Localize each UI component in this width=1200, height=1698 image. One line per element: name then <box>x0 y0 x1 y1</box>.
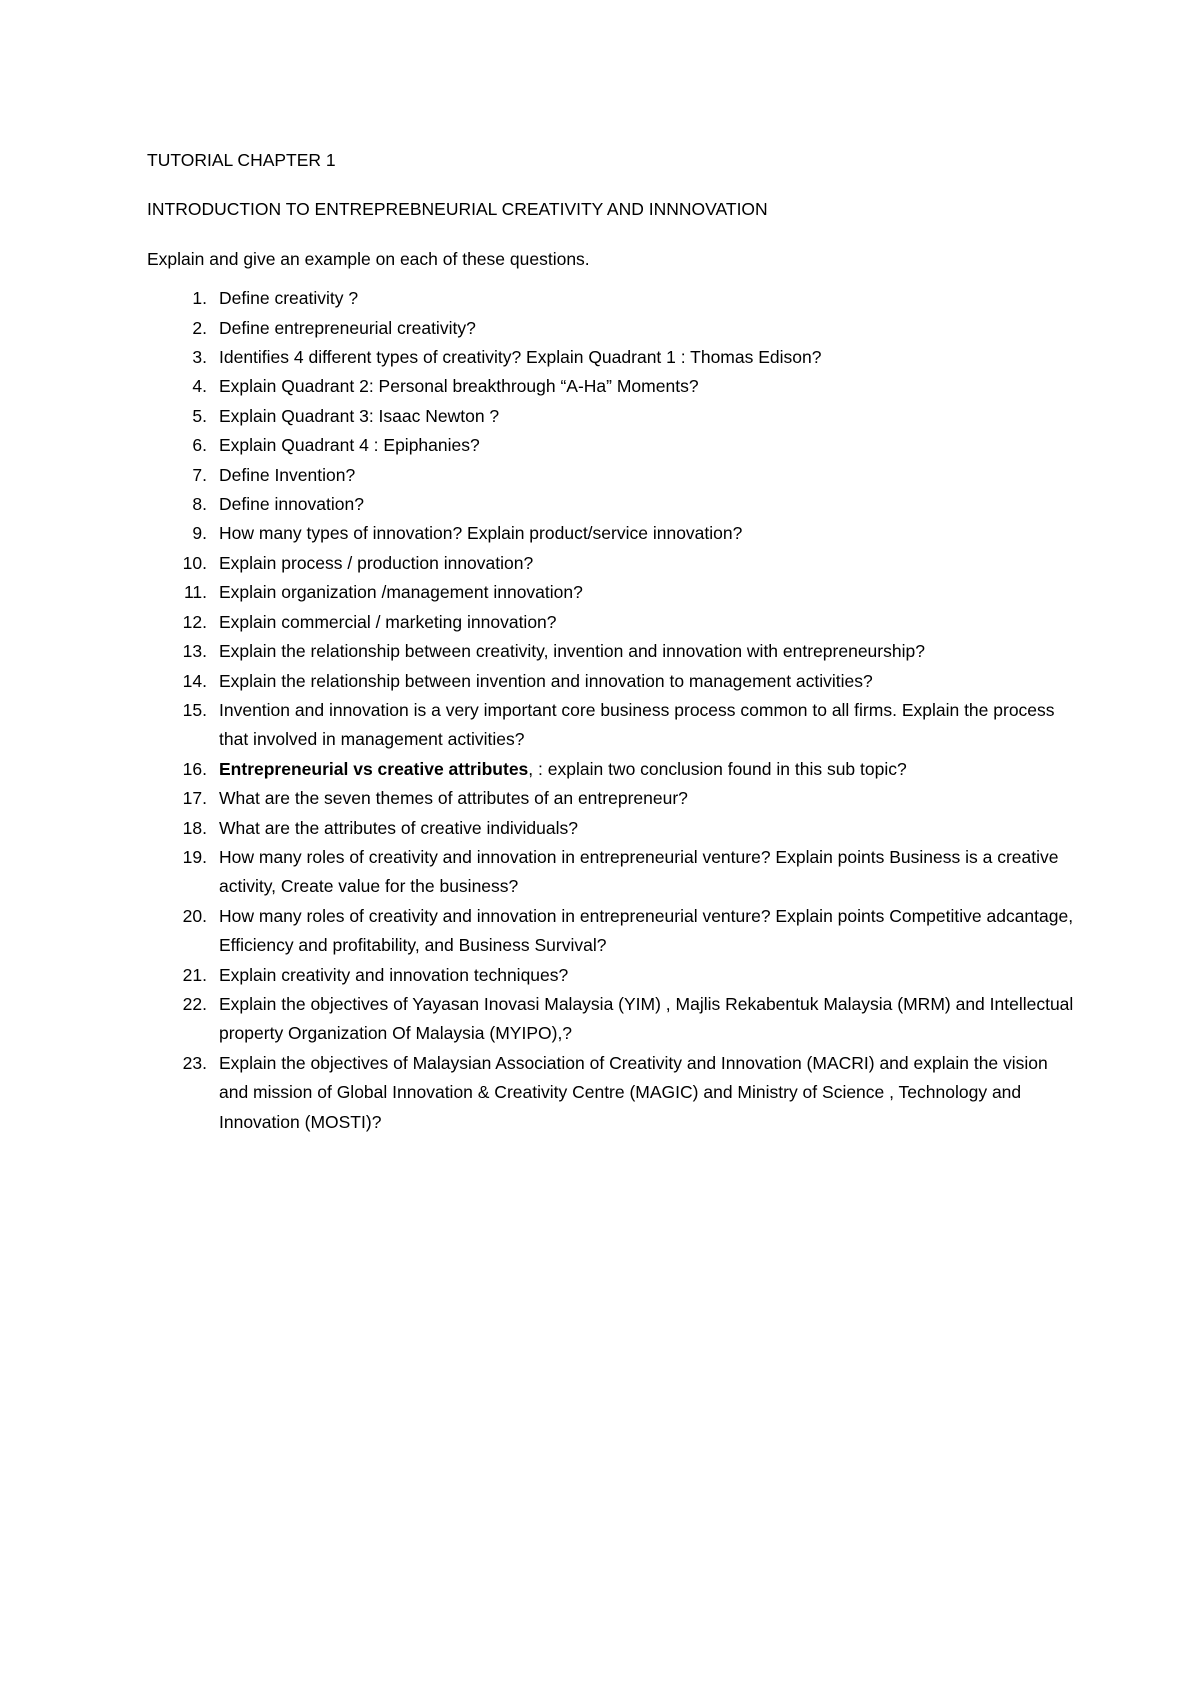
question-item <box>147 608 1077 637</box>
question-item <box>147 314 1077 343</box>
question-item <box>147 519 1077 548</box>
question-number: 4. <box>192 376 207 397</box>
question-item <box>147 637 1077 666</box>
question-number: 20. <box>182 905 207 926</box>
question-number: 9. <box>192 523 207 544</box>
question-text: Explain the relationship between creativity, invention and innovation with entrepreneurship? <box>219 641 925 662</box>
question-number: 1. <box>192 288 207 309</box>
question-item <box>147 1049 1077 1137</box>
question-item <box>147 696 1077 755</box>
question-text: Explain creativity and innovation techniques? <box>219 964 569 985</box>
question-number: 8. <box>192 494 207 515</box>
question-item <box>147 990 1077 1049</box>
question-number: 7. <box>192 464 207 485</box>
question-number: 14. <box>182 670 207 691</box>
question-text: What are the attributes of creative individuals? <box>219 817 578 838</box>
question-item <box>147 667 1077 696</box>
question-number: 21. <box>182 964 207 985</box>
question-text: What are the seven themes of attributes of an entrepreneur? <box>219 788 688 809</box>
question-text: How many roles of creativity and innovation in entrepreneurial venture? Explain points Business is a creative activity, Create value for the business? <box>219 846 1059 897</box>
question-number: 6. <box>192 435 207 456</box>
question-number: 13. <box>182 641 207 662</box>
question-item <box>147 578 1077 607</box>
question-text: Explain organization /management innovation? <box>219 582 583 603</box>
question-text: Define creativity ? <box>219 288 359 309</box>
question-text: Explain the relationship between invention and innovation to management activities? <box>219 670 873 691</box>
question-number: 17. <box>182 788 207 809</box>
question-number: 11. <box>183 582 207 603</box>
question-text: Explain Quadrant 2: Personal breakthrough “A-Ha” Moments? <box>219 376 699 397</box>
question-text <box>219 755 1077 784</box>
question-text: Explain process / production innovation? <box>219 552 534 573</box>
document-content <box>147 146 1077 1137</box>
question-number: 22. <box>182 993 207 1014</box>
document-subtitle: INTRODUCTION TO ENTREPREBNEURIAL CREATIVITY AND INNNOVATION <box>147 199 768 220</box>
question-item <box>147 902 1077 961</box>
question-text: Define innovation? <box>219 494 364 515</box>
question-item <box>147 284 1077 313</box>
question-text: Explain the objectives of Malaysian Association of Creativity and Innovation (MACRI) and explain the vision and mission of Global Innovation & Creativity Centre (MAGIC) and Ministry of Science , Technology and Innovation (MOSTI)? <box>219 1052 1048 1132</box>
question-number: 12. <box>182 611 207 632</box>
question-item <box>147 843 1077 902</box>
question-text: Define Invention? <box>219 464 356 485</box>
question-number: 16. <box>182 758 207 779</box>
question-item <box>147 461 1077 490</box>
question-number: 23. <box>182 1052 207 1073</box>
question-item <box>147 343 1077 372</box>
question-rest-text: , : explain two conclusion found in this sub topic? <box>528 758 907 779</box>
question-item <box>147 961 1077 990</box>
question-text: How many roles of creativity and innovation in entrepreneurial venture? Explain points Competitive adcantage, Efficiency and profitability, and Business Survival? <box>219 905 1074 956</box>
question-text: Explain the objectives of Yayasan Inovasi Malaysia (YIM) , Majlis Rekabentuk Malaysia (MRM) and Intellectual property Organization Of Malaysia (MYIPO),? <box>219 993 1074 1044</box>
instruction-text: Explain and give an example on each of these questions. <box>147 248 590 269</box>
question-number: 10. <box>182 552 207 573</box>
question-item <box>147 814 1077 843</box>
questions-list <box>147 284 1077 1137</box>
question-number: 18. <box>182 817 207 838</box>
question-text: How many types of innovation? Explain product/service innovation? <box>219 523 743 544</box>
question-number: 19. <box>182 846 207 867</box>
question-text: Explain commercial / marketing innovation? <box>219 611 557 632</box>
question-number: 15. <box>182 699 207 720</box>
question-item <box>147 490 1077 519</box>
question-number: 2. <box>192 317 207 338</box>
question-item <box>147 431 1077 460</box>
question-text: Invention and innovation is a very important core business process common to all firms. Explain the process that involved in management activities? <box>219 699 1055 750</box>
question-item <box>147 755 1077 784</box>
question-text: Explain Quadrant 4 : Epiphanies? <box>219 435 480 456</box>
question-number: 5. <box>192 405 207 426</box>
question-number: 3. <box>192 347 207 368</box>
question-text: Identifies 4 different types of creativity? Explain Quadrant 1 : Thomas Edison? <box>219 347 822 368</box>
question-text: Explain Quadrant 3: Isaac Newton ? <box>219 405 500 426</box>
question-item <box>147 549 1077 578</box>
question-item <box>147 402 1077 431</box>
question-bold-text: Entrepreneurial vs creative attributes <box>219 758 529 779</box>
question-item <box>147 372 1077 401</box>
document-title: TUTORIAL CHAPTER 1 <box>147 150 336 170</box>
question-item <box>147 784 1077 813</box>
question-text: Define entrepreneurial creativity? <box>219 317 476 338</box>
